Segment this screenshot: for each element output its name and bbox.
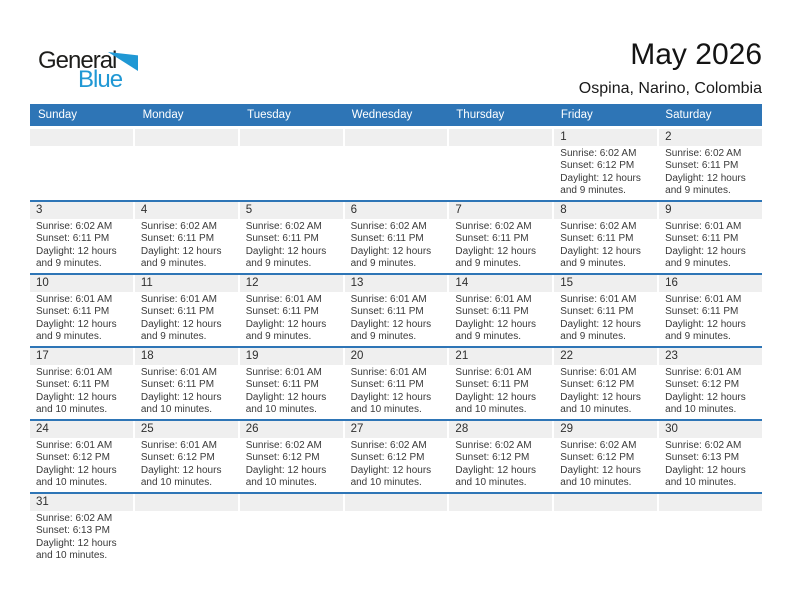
day-info xyxy=(554,219,657,273)
day-number xyxy=(30,129,133,146)
sunrise-text: Sunrise: 6:01 AM xyxy=(140,294,217,305)
sunset-text: Sunset: 6:12 PM xyxy=(455,452,530,464)
day-number xyxy=(449,129,552,146)
month-calendar xyxy=(30,104,762,565)
sunrise-text: Sunrise: 6:01 AM xyxy=(350,367,427,378)
daylight-text: Daylight: 12 hours and 9 minutes. xyxy=(665,245,746,270)
day-number xyxy=(449,494,552,511)
day-number: 7 xyxy=(449,202,552,219)
day-cell-21 xyxy=(449,348,552,419)
day-cell-4 xyxy=(135,202,238,273)
day-number: 16 xyxy=(659,275,762,292)
sunrise-text: Sunrise: 6:01 AM xyxy=(140,367,217,378)
sunrise-text: Sunrise: 6:01 AM xyxy=(665,367,742,378)
day-info xyxy=(240,292,343,346)
sunset-text: Sunset: 6:11 PM xyxy=(350,379,424,391)
sunset-text: Sunset: 6:13 PM xyxy=(36,525,110,537)
sunrise-text: Sunrise: 6:01 AM xyxy=(560,367,637,378)
day-cell-6 xyxy=(345,202,448,273)
day-cell-23 xyxy=(659,348,762,419)
weekday-header-thursday: Thursday xyxy=(456,109,505,121)
sunrise-text: Sunrise: 6:01 AM xyxy=(665,221,742,232)
sunset-text: Sunset: 6:11 PM xyxy=(350,306,424,318)
day-number xyxy=(345,494,448,511)
day-cell-28 xyxy=(449,421,552,492)
week-row-2 xyxy=(30,202,762,275)
sunset-text: Sunset: 6:11 PM xyxy=(455,306,529,318)
day-info xyxy=(659,219,762,273)
daylight-text: Daylight: 12 hours and 10 minutes. xyxy=(560,464,641,489)
sunset-text: Sunset: 6:12 PM xyxy=(560,160,635,172)
sunrise-text: Sunrise: 6:01 AM xyxy=(455,294,532,305)
day-cell-31 xyxy=(30,494,133,565)
day-number: 21 xyxy=(449,348,552,365)
day-number: 4 xyxy=(135,202,238,219)
daylight-text: Daylight: 12 hours and 9 minutes. xyxy=(350,245,432,270)
week-row-4 xyxy=(30,348,762,421)
day-number xyxy=(659,494,762,511)
day-number: 10 xyxy=(30,275,133,292)
sunset-text: Sunset: 6:11 PM xyxy=(350,233,424,245)
daylight-text: Daylight: 12 hours and 9 minutes. xyxy=(665,172,746,197)
week-row-6 xyxy=(30,494,762,565)
day-cell-15 xyxy=(554,275,657,346)
empty-day-cell xyxy=(449,129,552,200)
sunrise-text: Sunrise: 6:02 AM xyxy=(560,440,637,451)
day-cell-14 xyxy=(449,275,552,346)
sunset-text: Sunset: 6:12 PM xyxy=(350,452,425,464)
empty-day-cell xyxy=(345,129,448,200)
sunrise-text: Sunrise: 6:02 AM xyxy=(455,440,532,451)
sunset-text: Sunset: 6:11 PM xyxy=(665,306,739,318)
day-info xyxy=(240,438,343,492)
weekday-header-row xyxy=(30,104,762,126)
day-number: 15 xyxy=(554,275,657,292)
weekday-header-sunday: Sunday xyxy=(38,109,78,121)
day-number: 28 xyxy=(449,421,552,438)
sunset-text: Sunset: 6:11 PM xyxy=(140,379,215,391)
daylight-text: Daylight: 12 hours and 10 minutes. xyxy=(245,391,327,416)
sunset-text: Sunset: 6:11 PM xyxy=(140,233,215,245)
day-number: 25 xyxy=(135,421,238,438)
sunset-text: Sunset: 6:11 PM xyxy=(245,379,319,391)
logo-text-general: General xyxy=(38,47,117,74)
day-number: 2 xyxy=(659,129,762,146)
day-info xyxy=(449,365,552,419)
daylight-text: Daylight: 12 hours and 10 minutes. xyxy=(36,464,117,489)
empty-day-cell xyxy=(135,494,238,565)
day-cell-17 xyxy=(30,348,133,419)
day-number: 8 xyxy=(554,202,657,219)
day-number: 3 xyxy=(30,202,133,219)
title-block xyxy=(579,38,762,98)
day-cell-3 xyxy=(30,202,133,273)
day-info xyxy=(135,219,238,273)
daylight-text: Daylight: 12 hours and 9 minutes. xyxy=(245,245,327,270)
day-number: 5 xyxy=(240,202,343,219)
calendar-body xyxy=(30,129,762,565)
day-number xyxy=(240,129,343,146)
sunrise-text: Sunrise: 6:01 AM xyxy=(36,294,113,305)
day-cell-22 xyxy=(554,348,657,419)
sunrise-text: Sunrise: 6:01 AM xyxy=(665,294,742,305)
day-info xyxy=(659,146,762,200)
empty-day-cell xyxy=(345,494,448,565)
day-info xyxy=(659,365,762,419)
day-info xyxy=(554,146,657,200)
sunrise-text: Sunrise: 6:02 AM xyxy=(36,513,113,524)
day-cell-27 xyxy=(345,421,448,492)
daylight-text: Daylight: 12 hours and 10 minutes. xyxy=(350,391,432,416)
daylight-text: Daylight: 12 hours and 9 minutes. xyxy=(36,318,117,343)
day-number: 27 xyxy=(345,421,448,438)
week-row-1 xyxy=(30,129,762,202)
day-info xyxy=(345,219,448,273)
sunrise-text: Sunrise: 6:02 AM xyxy=(140,221,217,232)
day-info xyxy=(30,438,133,492)
daylight-text: Daylight: 12 hours and 10 minutes. xyxy=(665,391,746,416)
weekday-header-friday: Friday xyxy=(560,109,593,121)
day-info xyxy=(554,365,657,419)
day-number: 26 xyxy=(240,421,343,438)
week-row-5 xyxy=(30,421,762,494)
day-cell-9 xyxy=(659,202,762,273)
daylight-text: Daylight: 12 hours and 9 minutes. xyxy=(350,318,432,343)
day-info xyxy=(135,438,238,492)
page-title: May 2026 xyxy=(630,38,762,71)
day-info xyxy=(135,292,238,346)
empty-day-cell xyxy=(240,494,343,565)
day-number: 11 xyxy=(135,275,238,292)
sunrise-text: Sunrise: 6:02 AM xyxy=(36,221,113,232)
day-cell-18 xyxy=(135,348,238,419)
day-info xyxy=(345,438,448,492)
day-number: 20 xyxy=(345,348,448,365)
day-info xyxy=(345,292,448,346)
daylight-text: Daylight: 12 hours and 9 minutes. xyxy=(560,245,641,270)
sunset-text: Sunset: 6:11 PM xyxy=(560,306,634,318)
general-blue-logo xyxy=(38,47,158,97)
sunset-text: Sunset: 6:12 PM xyxy=(560,452,635,464)
daylight-text: Daylight: 12 hours and 10 minutes. xyxy=(665,464,746,489)
day-info xyxy=(240,219,343,273)
day-info xyxy=(240,365,343,419)
day-info xyxy=(345,365,448,419)
sunrise-text: Sunrise: 6:02 AM xyxy=(350,440,427,451)
day-number: 17 xyxy=(30,348,133,365)
sunrise-text: Sunrise: 6:01 AM xyxy=(245,367,322,378)
sunrise-text: Sunrise: 6:02 AM xyxy=(560,148,637,159)
daylight-text: Daylight: 12 hours and 9 minutes. xyxy=(455,245,537,270)
day-cell-26 xyxy=(240,421,343,492)
empty-day-cell xyxy=(30,129,133,200)
sunrise-text: Sunrise: 6:01 AM xyxy=(560,294,637,305)
daylight-text: Daylight: 12 hours and 10 minutes. xyxy=(560,391,641,416)
sunset-text: Sunset: 6:11 PM xyxy=(36,306,110,318)
day-number xyxy=(240,494,343,511)
day-number: 13 xyxy=(345,275,448,292)
sunrise-text: Sunrise: 6:01 AM xyxy=(455,367,532,378)
sunrise-text: Sunrise: 6:01 AM xyxy=(36,367,113,378)
daylight-text: Daylight: 12 hours and 10 minutes. xyxy=(455,464,537,489)
day-number: 14 xyxy=(449,275,552,292)
day-info xyxy=(449,219,552,273)
daylight-text: Daylight: 12 hours and 10 minutes. xyxy=(140,391,222,416)
sunrise-text: Sunrise: 6:02 AM xyxy=(665,148,742,159)
sunset-text: Sunset: 6:11 PM xyxy=(665,233,739,245)
weekday-header-tuesday: Tuesday xyxy=(247,109,291,121)
day-info xyxy=(30,511,133,565)
sunrise-text: Sunrise: 6:02 AM xyxy=(245,440,322,451)
sunset-text: Sunset: 6:11 PM xyxy=(560,233,634,245)
day-cell-30 xyxy=(659,421,762,492)
day-number: 31 xyxy=(30,494,133,511)
day-cell-8 xyxy=(554,202,657,273)
sunrise-text: Sunrise: 6:01 AM xyxy=(140,440,217,451)
weekday-header-wednesday: Wednesday xyxy=(351,109,413,121)
sunset-text: Sunset: 6:11 PM xyxy=(140,306,215,318)
day-number: 6 xyxy=(345,202,448,219)
day-cell-7 xyxy=(449,202,552,273)
day-number: 9 xyxy=(659,202,762,219)
daylight-text: Daylight: 12 hours and 10 minutes. xyxy=(36,391,117,416)
day-cell-19 xyxy=(240,348,343,419)
day-info xyxy=(659,438,762,492)
sunset-text: Sunset: 6:12 PM xyxy=(245,452,320,464)
sunset-text: Sunset: 6:12 PM xyxy=(36,452,110,464)
sunset-text: Sunset: 6:11 PM xyxy=(665,160,739,172)
sunset-text: Sunset: 6:11 PM xyxy=(455,379,529,391)
sunset-text: Sunset: 6:11 PM xyxy=(36,233,110,245)
sunrise-text: Sunrise: 6:01 AM xyxy=(245,294,322,305)
day-cell-24 xyxy=(30,421,133,492)
day-number: 18 xyxy=(135,348,238,365)
sunset-text: Sunset: 6:11 PM xyxy=(245,233,319,245)
sunset-text: Sunset: 6:12 PM xyxy=(665,379,740,391)
day-info xyxy=(30,365,133,419)
day-number xyxy=(345,129,448,146)
sunrise-text: Sunrise: 6:02 AM xyxy=(665,440,742,451)
day-cell-10 xyxy=(30,275,133,346)
page-subtitle: Ospina, Narino, Colombia xyxy=(578,80,762,97)
empty-day-cell xyxy=(659,494,762,565)
day-cell-5 xyxy=(240,202,343,273)
empty-day-cell xyxy=(554,494,657,565)
day-cell-29 xyxy=(554,421,657,492)
day-info xyxy=(554,292,657,346)
day-cell-11 xyxy=(135,275,238,346)
sunrise-text: Sunrise: 6:02 AM xyxy=(455,221,532,232)
empty-day-cell xyxy=(135,129,238,200)
day-cell-25 xyxy=(135,421,238,492)
sunset-text: Sunset: 6:12 PM xyxy=(140,452,215,464)
daylight-text: Daylight: 12 hours and 10 minutes. xyxy=(36,537,117,562)
day-number: 1 xyxy=(554,129,657,146)
daylight-text: Daylight: 12 hours and 9 minutes. xyxy=(140,245,222,270)
daylight-text: Daylight: 12 hours and 10 minutes. xyxy=(140,464,222,489)
sunset-text: Sunset: 6:11 PM xyxy=(455,233,529,245)
day-number xyxy=(135,494,238,511)
day-cell-20 xyxy=(345,348,448,419)
weekday-header-saturday: Saturday xyxy=(665,109,712,121)
weekday-header-monday: Monday xyxy=(142,109,184,121)
day-info xyxy=(30,219,133,273)
sunset-text: Sunset: 6:13 PM xyxy=(665,452,740,464)
daylight-text: Daylight: 12 hours and 10 minutes. xyxy=(350,464,432,489)
daylight-text: Daylight: 12 hours and 9 minutes. xyxy=(560,318,641,343)
day-info xyxy=(30,292,133,346)
day-info xyxy=(449,292,552,346)
daylight-text: Daylight: 12 hours and 9 minutes. xyxy=(455,318,537,343)
day-cell-13 xyxy=(345,275,448,346)
daylight-text: Daylight: 12 hours and 9 minutes. xyxy=(560,172,641,197)
day-info xyxy=(135,365,238,419)
day-number xyxy=(135,129,238,146)
day-number xyxy=(554,494,657,511)
day-info xyxy=(659,292,762,346)
daylight-text: Daylight: 12 hours and 10 minutes. xyxy=(455,391,537,416)
sunrise-text: Sunrise: 6:02 AM xyxy=(560,221,637,232)
day-cell-16 xyxy=(659,275,762,346)
sunrise-text: Sunrise: 6:02 AM xyxy=(350,221,427,232)
sunset-text: Sunset: 6:12 PM xyxy=(560,379,635,391)
day-info xyxy=(554,438,657,492)
daylight-text: Daylight: 12 hours and 9 minutes. xyxy=(665,318,746,343)
week-row-3 xyxy=(30,275,762,348)
sunset-text: Sunset: 6:11 PM xyxy=(245,306,319,318)
sunset-text: Sunset: 6:11 PM xyxy=(36,379,110,391)
sunrise-text: Sunrise: 6:02 AM xyxy=(245,221,322,232)
day-cell-2 xyxy=(659,129,762,200)
daylight-text: Daylight: 12 hours and 9 minutes. xyxy=(36,245,117,270)
day-info xyxy=(449,438,552,492)
daylight-text: Daylight: 12 hours and 9 minutes. xyxy=(140,318,222,343)
daylight-text: Daylight: 12 hours and 9 minutes. xyxy=(245,318,327,343)
day-cell-1 xyxy=(554,129,657,200)
day-number: 23 xyxy=(659,348,762,365)
day-number: 12 xyxy=(240,275,343,292)
day-number: 24 xyxy=(30,421,133,438)
logo-text-blue: Blue xyxy=(78,66,123,93)
day-cell-12 xyxy=(240,275,343,346)
day-number: 29 xyxy=(554,421,657,438)
day-number: 19 xyxy=(240,348,343,365)
day-number: 22 xyxy=(554,348,657,365)
empty-day-cell xyxy=(449,494,552,565)
sunrise-text: Sunrise: 6:01 AM xyxy=(36,440,113,451)
daylight-text: Daylight: 12 hours and 10 minutes. xyxy=(245,464,327,489)
empty-day-cell xyxy=(240,129,343,200)
day-number: 30 xyxy=(659,421,762,438)
sunrise-text: Sunrise: 6:01 AM xyxy=(350,294,427,305)
